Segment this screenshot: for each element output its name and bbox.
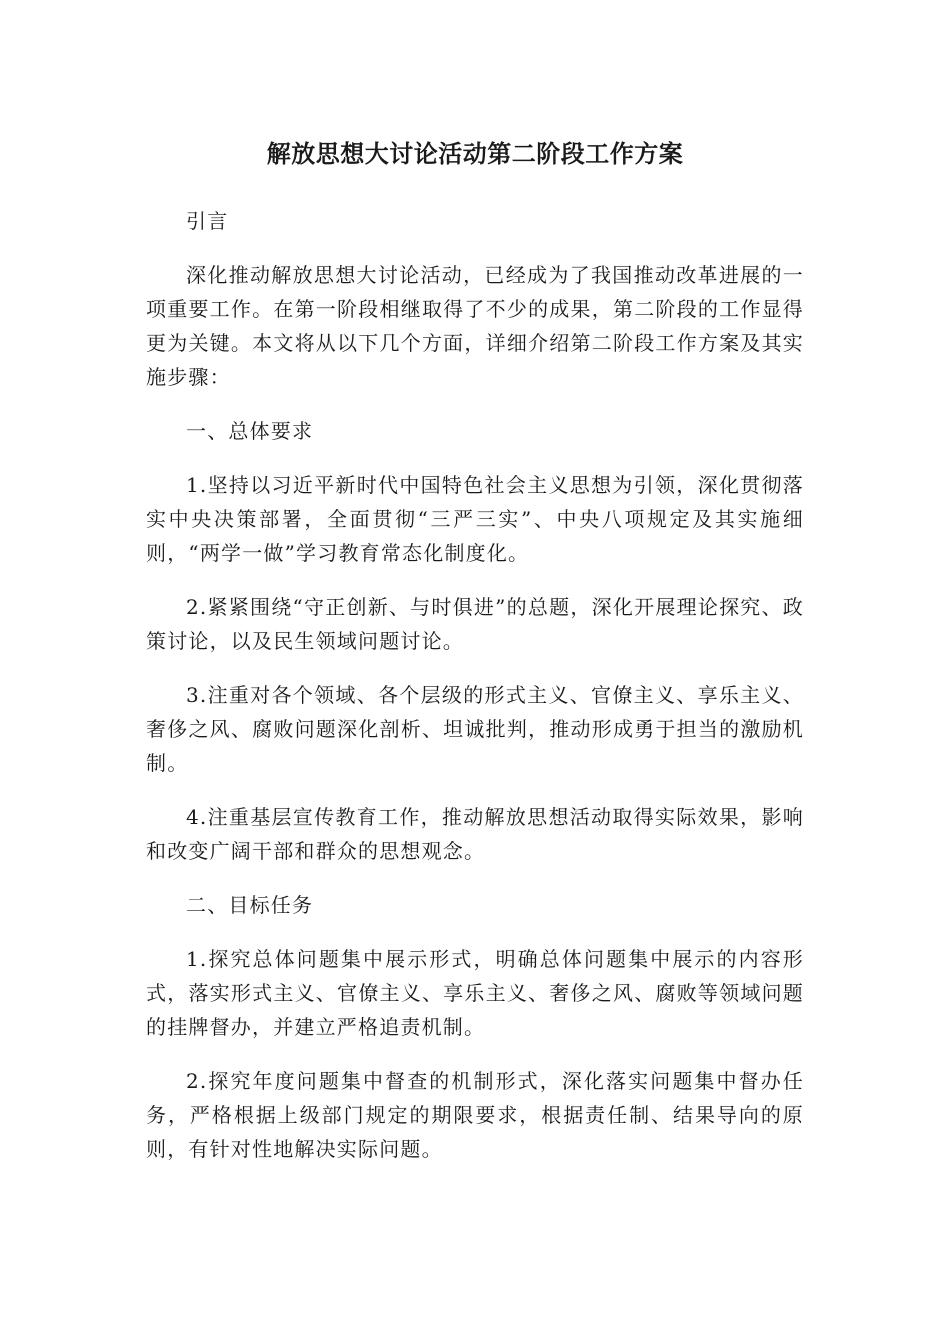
task-item-1: 1.探究总体问题集中展示形式，明确总体问题集中展示的内容形式，落实形式主义、官僚主义、享乐主义、奢侈之风、腐败等领域问题的挂牌督办，并建立严格追责机制。 — [146, 947, 804, 1039]
requirement-item-4: 4.注重基层宣传教育工作，推动解放思想活动取得实际效果，影响和改变广阔干部和群众的思想观念。 — [146, 805, 804, 863]
document-title: 解放思想大讨论活动第二阶段工作方案 — [266, 140, 684, 168]
task-item-2: 2.探究年度问题集中督查的机制形式，深化落实问题集中督办任务，严格根据上级部门规定的期限要求，根据责任制、结果导向的原则，有针对性地解决实际问题。 — [146, 1069, 804, 1161]
document-body — [146, 204, 804, 1186]
requirement-item-2: 2.紧紧围绕“守正创新、与时俱进”的总题，深化开展理论探究、政策讨论，以及民生领域问题讨论。 — [146, 595, 804, 653]
section-heading-general-requirements: 一、总体要求 — [186, 419, 314, 443]
requirement-item-1: 1.坚持以习近平新时代中国特色社会主义思想为引领，深化贯彻落实中央决策部署，全面贯彻“三严三实”、中央八项规定及其实施细则，“两学一做”学习教育常态化制度化。 — [146, 473, 804, 565]
section-heading-target-tasks: 二、目标任务 — [186, 893, 314, 917]
requirement-item-3: 3.注重对各个领域、各个层级的形式主义、官僚主义、享乐主义、奢侈之风、腐败问题深化剖析、坦诚批判，推动形成勇于担当的激励机制。 — [146, 683, 804, 775]
intro-paragraph: 深化推动解放思想大讨论活动，已经成为了我国推动改革进展的一项重要工作。在第一阶段相继取得了不少的成果，第二阶段的工作显得更为关键。本文将从以下几个方面，详细介绍第二阶段工作方案及其实施步骤： — [146, 263, 804, 389]
section-intro-heading: 引言 — [186, 209, 229, 233]
